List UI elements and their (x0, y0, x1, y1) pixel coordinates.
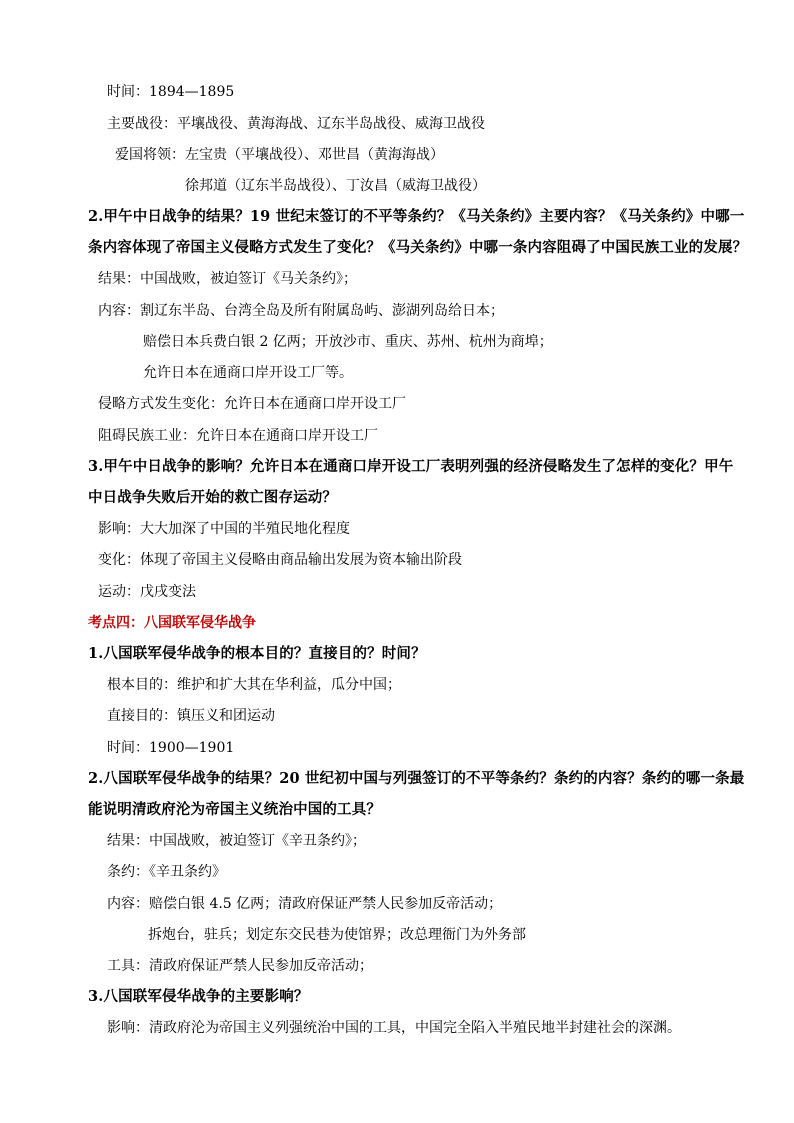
answer-aggression-change: 侵略方式发生变化：允许日本在通商口岸开设工厂 (98, 396, 406, 412)
answer-fundamental-purpose: 根本目的：维护和扩大其在华利益，瓜分中国； (107, 677, 401, 693)
answer-treaty-content-2: 拆炮台，驻兵；划定东交民巷为使馆界；改总理衙门为外务部 (148, 927, 526, 943)
answer-change: 变化：体现了帝国主义侵略由商品输出发展为资本输出阶段 (98, 552, 462, 568)
patriotic-generals-line: 爱国将领：左宝贵（平壤战役）、邓世昌（黄海海战） (115, 147, 444, 163)
question-2-line-2: 条内容体现了帝国主义侵略方式发生了变化？《马关条约》中哪一条内容阻碍了中国民族工业的发展？ (88, 239, 748, 256)
answer-tool: 工具：清政府保证严禁人民参加反帝活动； (107, 958, 373, 974)
answer-result: 结果：中国战败，被迫签订《马关条约》； (98, 271, 357, 287)
answer-content-3: 允许日本在通商口岸开设工厂等。 (143, 365, 353, 381)
patriotic-generals-continued: 徐邦道（辽东半岛战役）、丁汝昌（威海卫战役） (185, 178, 486, 194)
answer-hinder-industry: 阻碍民族工业：允许日本在通商口岸开设工厂 (98, 428, 378, 444)
question-2b-line-2: 能说明清政府沦为帝国主义统治中国的工具？ (88, 801, 381, 818)
answer-content-2: 赔偿日本兵费白银 2 亿两；开放沙市、重庆、苏州、杭州为商埠； (143, 334, 553, 350)
answer-direct-purpose: 直接目的：镇压义和团运动 (107, 708, 275, 724)
question-1: 1.八国联军侵华战争的根本目的？直接目的？时间？ (88, 645, 426, 662)
answer-impact-2: 影响：清政府沦为帝国主义列强统治中国的工具，中国完全陷入半殖民地半封建社会的深渊。 (107, 1020, 681, 1036)
answer-treaty-content: 内容：赔偿白银 4.5 亿两；清政府保证严禁人民参加反帝活动； (107, 896, 503, 912)
answer-treaty: 条约：《辛丑条约》 (107, 864, 226, 880)
answer-content: 内容：割辽东半岛、台湾全岛及所有附属岛屿、澎湖列岛给日本； (98, 303, 504, 319)
main-battles-line: 主要战役：平壤战役、黄海海战、辽东半岛战役、威海卫战役 (107, 116, 485, 132)
war-time-line: 时间：1894—1895 (107, 84, 235, 100)
answer-time: 时间：1900—1901 (107, 740, 235, 756)
question-3-line-2: 中日战争失败后开始的救亡图存运动？ (88, 489, 338, 506)
question-2b-line-1: 2.八国联军侵华战争的结果？20 世纪初中国与列强签订的不平等条约？条约的内容？条约的哪一条最 (88, 770, 745, 787)
section-heading-4: 考点四：八国联军侵华战争 (88, 615, 256, 631)
answer-result-2: 结果：中国战败，被迫签订《辛丑条约》； (107, 833, 366, 849)
question-3-line-1: 3.甲午中日战争的影响？允许日本在通商口岸开设工厂表明列强的经济侵略发生了怎样的变化？甲午 (88, 458, 734, 475)
question-2-line-1: 2.甲午中日战争的结果？19 世纪末签订的不平等条约？《马关条约》主要内容？《马关条约》中哪一 (88, 208, 745, 225)
question-3b: 3.八国联军侵华战争的主要影响？ (88, 988, 309, 1005)
answer-impact: 影响：大大加深了中国的半殖民地化程度 (98, 521, 350, 537)
answer-movement: 运动：戊戌变法 (98, 584, 196, 600)
